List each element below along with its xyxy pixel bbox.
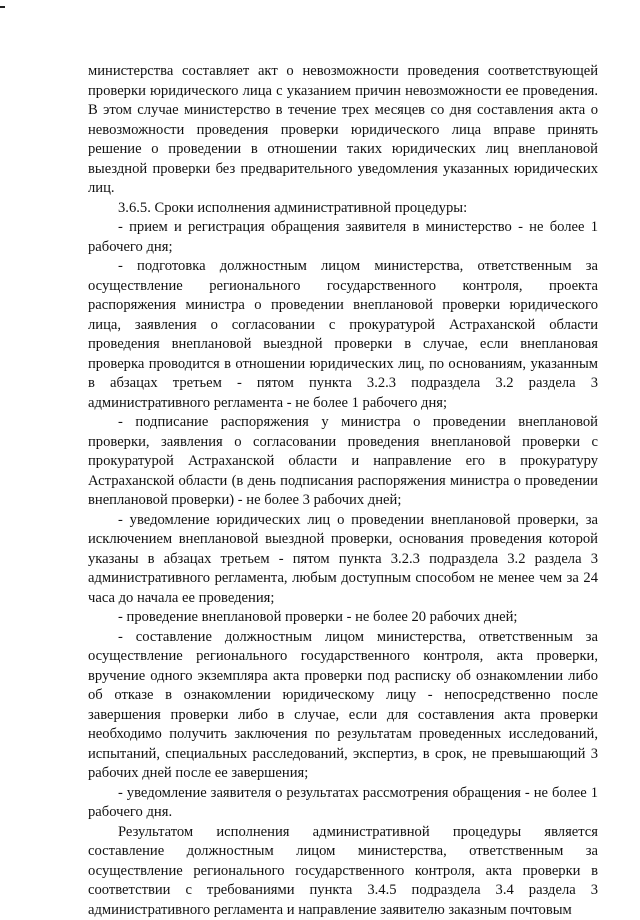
list-item-applicant-notification: - уведомление заявителя о результатах рассмотрения обращения - не более 1 рабочего дня.	[88, 784, 598, 823]
paragraph-section-3-6-5-heading: 3.6.5. Сроки исполнения административной процедуры:	[88, 199, 598, 219]
list-item-signing: - подписание распоряжения у министра о проведении внеплановой проверки, заявления о согласовании проведения внеплановой проверки с прокуратурой Астраханской области и направление его в прокуратуру Астраханской области (в день подписания распоряжения министра о проведении внеплановой проверки) - не более 3 рабочих дней;	[88, 413, 598, 511]
list-item-preparation: - подготовка должностным лицом министерства, ответственным за осуществление регионального государственного контроля, проекта распоряжения министра о проведении внеплановой проверки юридического лица, заявления о согласовании с прокуратурой Астраханской области проведения внеплановой выездной проверки в случае, если внеплановая проверка проводится в отношении юридических лиц, по основаниям, указанным в абзацах третьем - пятом пункта 3.2.3 подраздела 3.2 раздела 3 административного регламента - не более 1 рабочего дня;	[88, 257, 598, 413]
scan-edge-mark	[0, 6, 5, 8]
list-item-notification-legal-entities: - уведомление юридических лиц о проведении внеплановой проверки, за исключением внеплановой выездной проверки, основания проведения которой указаны в абзацах третьем - пятом пункта 3.2.3 подраздела 3.2 раздела 3 административного регламента, любым доступным способом не менее чем за 24 часа до начала ее проведения;	[88, 511, 598, 609]
list-item-registration: - прием и регистрация обращения заявителя в министерство - не более 1 рабочего дня;	[88, 218, 598, 257]
paragraph-procedure-result: Результатом исполнения административной процедуры является составление должностным лицом министерства, ответственным за осуществление регионального государственного контроля, акта проверки в соответствии с требованиями пункта 3.4.5 подраздела 3.4 раздела 3 административного регламента и направление заявителю заказным почтовым	[88, 823, 598, 920]
paragraph-act-impossibility: министерства составляет акт о невозможности проведения соответствующей проверки юридического лица с указанием причин невозможности ее проведения. В этом случае министерство в течение трех месяцев со дня составления акта о невозможности проведения проверки юридического лица вправе принять решение о проведении в отношении таких юридических лиц внеплановой выездной проверки без предварительного уведомления указанных юридических лиц.	[88, 62, 598, 199]
list-item-act-drafting: - составление должностным лицом министерства, ответственным за осуществление регионального государственного контроля, акта проверки, вручение одного экземпляра акта проверки под расписку об ознакомлении либо об отказе в ознакомлении юридическому лицу - непосредственно после завершения проверки либо в случае, если для составления акта проверки необходимо получить заключения по результатам проведенных исследований, испытаний, специальных расследований, экспертиз, в срок, не превышающий 3 рабочих дней после ее завершения;	[88, 628, 598, 784]
document-page	[88, 62, 598, 920]
list-item-inspection: - проведение внеплановой проверки - не более 20 рабочих дней;	[88, 608, 598, 628]
